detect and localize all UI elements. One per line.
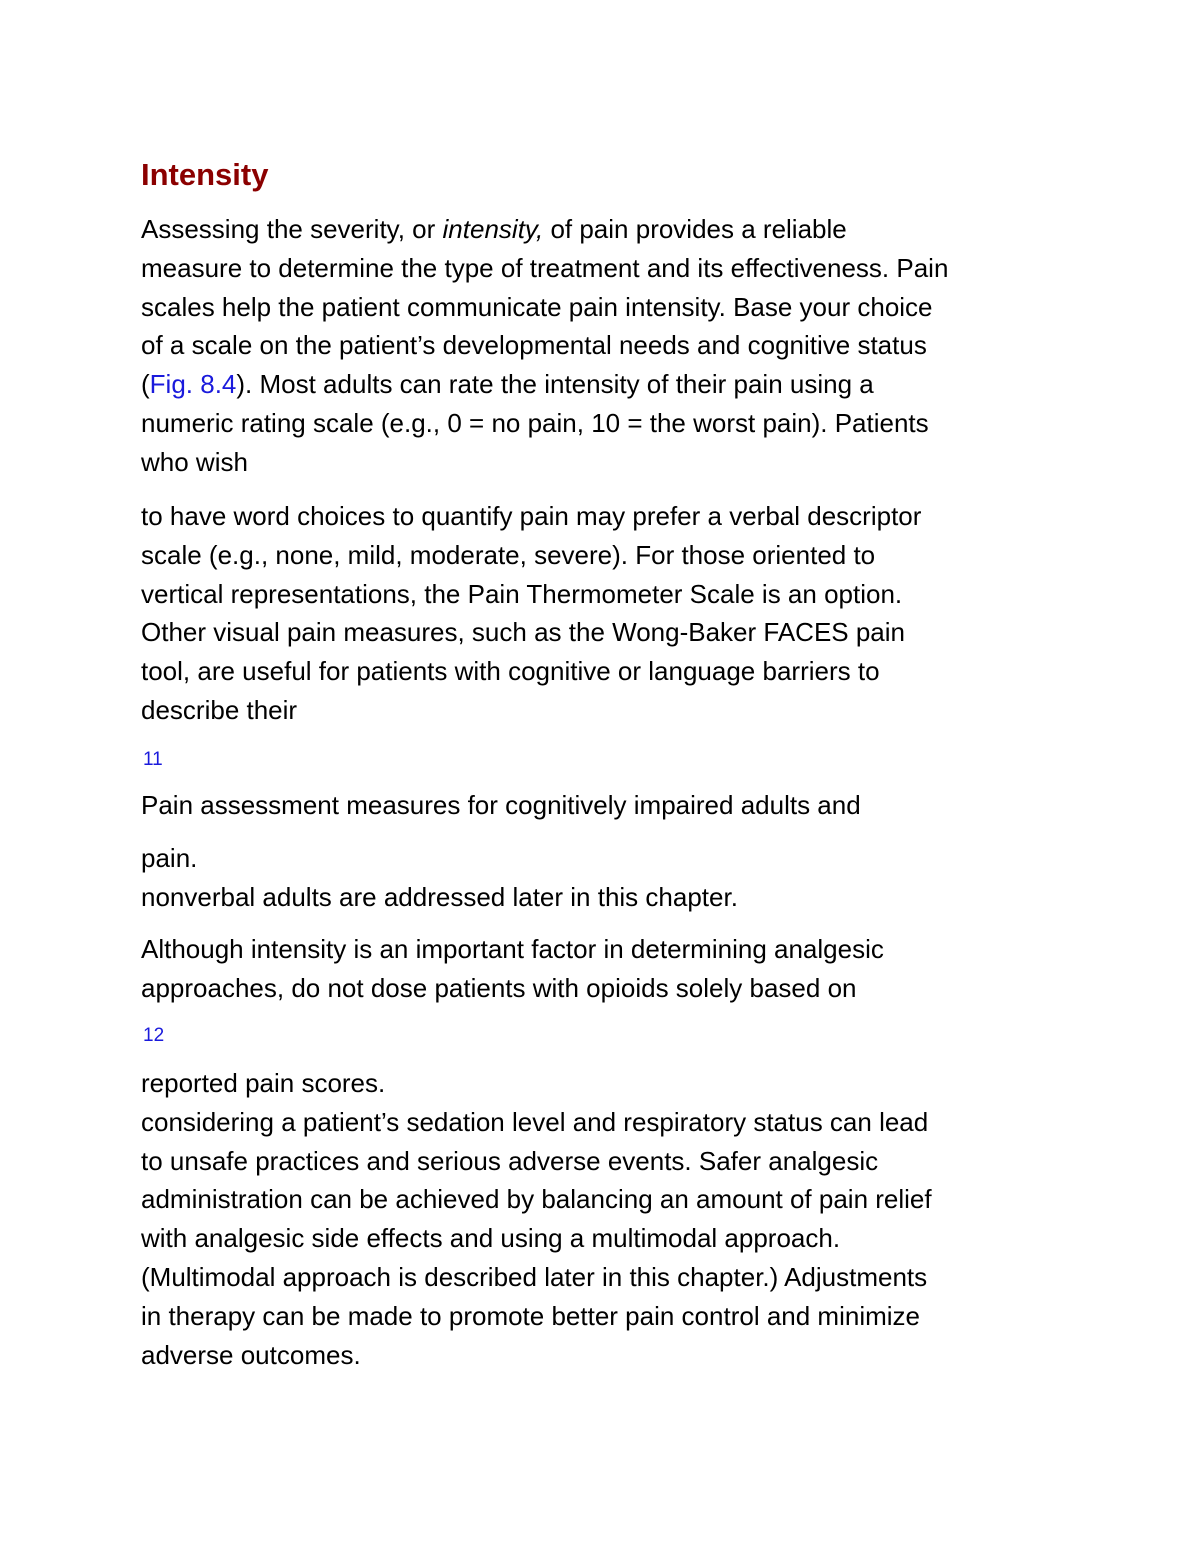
paragraph-opioid-dosing [141, 930, 1071, 1008]
section-heading: Intensity [141, 157, 269, 192]
text-line: vertical representations, the Pain Thermometer Scale is an option. [141, 578, 903, 609]
text-line: of a scale on the patient’s developmental needs and cognitive status [141, 330, 927, 361]
text-line: Pain assessment measures for cognitively impaired adults and [141, 790, 861, 820]
text-line: adverse outcomes. [141, 1339, 361, 1370]
text-line: in therapy can be made to promote better pain control and minimize [141, 1300, 920, 1331]
text-line: measure to determine the type of treatment and its effectiveness. Pain [141, 252, 949, 283]
text-line: numeric rating scale (e.g., 0 = no pain, 10 = the worst pain). Patients [141, 407, 929, 438]
text-line: (Multimodal approach is described later in this chapter.) Adjustments [141, 1261, 928, 1292]
text-line: with analgesic side effects and using a multimodal approach. [141, 1223, 841, 1254]
text-line: nonverbal adults are addressed later in this chapter. [141, 881, 738, 912]
text-line: to unsafe practices and serious adverse events. Safer analgesic [141, 1145, 879, 1176]
text-line: Assessing the severity, or intensity, of pain provides a reliable [141, 214, 847, 244]
footnote-marker-12[interactable]: 12 [143, 1025, 165, 1046]
text-line: describe their [141, 694, 298, 725]
paragraph-pain-scores [141, 1064, 1071, 1374]
text-line: scale (e.g., none, mild, moderate, severe). For those oriented to [141, 539, 876, 570]
text-line: (Fig. 8.4). Most adults can rate the intensity of their pain using a [141, 369, 874, 400]
footnote-marker-11[interactable]: 11 [143, 749, 163, 770]
text-line: administration can be achieved by balancing an amount of pain relief [141, 1184, 932, 1215]
text-line: who wish [141, 446, 248, 477]
text-line: approaches, do not dose patients with opioids solely based on [141, 972, 857, 1003]
paragraph-intensity-intro [141, 210, 1071, 482]
paragraph-nonverbal [141, 839, 1071, 917]
text-line: Although intensity is an important factor in determining analgesic [141, 934, 884, 964]
text-line: to have word choices to quantify pain may prefer a verbal descriptor [141, 501, 922, 531]
text-line: considering a patient’s sedation level and respiratory status can lead [141, 1106, 929, 1137]
text-line: pain. [141, 843, 198, 873]
emphasis-intensity: intensity, [442, 214, 544, 244]
paragraph-word-choices [141, 497, 1071, 730]
figure-link[interactable]: Fig. 8.4 [149, 369, 237, 400]
paragraph-cognitively-impaired [141, 786, 1071, 825]
text-line: scales help the patient communicate pain intensity. Base your choice [141, 291, 933, 322]
text-line: Other visual pain measures, such as the Wong-Baker FACES pain [141, 617, 906, 648]
text-line: reported pain scores. [141, 1068, 386, 1098]
text-line: tool, are useful for patients with cognitive or language barriers to [141, 656, 880, 687]
